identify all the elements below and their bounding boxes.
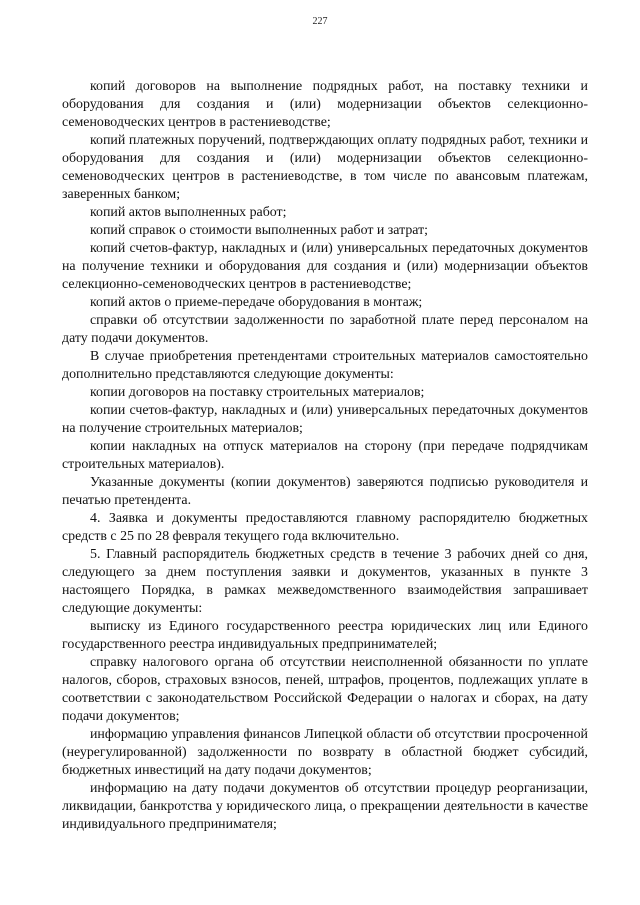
- paragraph-no-wage-arrears: справки об отсутствии задолженности по заработной плате перед персоналом на дату подачи документов.: [62, 313, 588, 346]
- paragraph-contracts: копий договоров на выполнение подрядных работ, на поставку техники и оборудования для создания и (или) модернизации объектов селекционно-семеноводческих центров в растениеводстве;: [62, 79, 588, 130]
- paragraph-work-acts: копий актов выполненных работ;: [90, 205, 287, 220]
- paragraph-supply-contracts: копии договоров на поставку строительных материалов;: [90, 385, 425, 400]
- paragraph-installation-acts: копий актов о приеме-передаче оборудования в монтаж;: [90, 295, 423, 310]
- paragraph-invoices-equipment: копий счетов-фактур, накладных и (или) универсальных передаточных документов на получение техники и оборудования для создания и (или) модернизации объектов селекционно-семеноводческих центров в растениеводстве;: [62, 241, 588, 292]
- paragraph-reorganization-info: информацию на дату подачи документов об отсутствии процедур реорганизации, ликвидации, банкротства у юридического лица, о прекращении деятельности в качестве индивидуального предпринимателя;: [62, 781, 588, 832]
- paragraph-finance-info: информацию управления финансов Липецкой области об отсутствии просроченной (неурегулированной) задолженности по возврату в областной бюджет субсидий, бюджетных инвестиций на дату подачи документов;: [62, 727, 588, 778]
- paragraph-payment-orders: копий платежных поручений, подтверждающих оплату подрядных работ, техники и оборудования для создания и (или) модернизации объектов селекционно-семеноводческих центров в растениеводстве, в том числе по авансовым платежам, заверенных банком;: [62, 133, 588, 202]
- page-number: 227: [312, 16, 328, 27]
- paragraph-certification: Указанные документы (копии документов) заверяются подписью руководителя и печатью претендента.: [62, 475, 588, 508]
- paragraph-cost-certificates: копий справок о стоимости выполненных работ и затрат;: [90, 223, 429, 238]
- paragraph-invoices-materials: копии счетов-фактур, накладных и (или) универсальных передаточных документов на получение строительных материалов;: [62, 403, 588, 436]
- paragraph-waybills: копии накладных на отпуск материалов на сторону (при передаче подрядчикам строительных материалов).: [62, 439, 588, 472]
- paragraph-building-materials-intro: В случае приобретения претендентами строительных материалов самостоятельно дополнительно представляются следующие документы:: [62, 349, 588, 382]
- document-body: [62, 78, 588, 834]
- paragraph-registry-extract: выписку из Единого государственного реестра юридических лиц или Единого государственного реестра индивидуальных предпринимателей;: [62, 619, 588, 652]
- paragraph-clause-5: 5. Главный распорядитель бюджетных средств в течение 3 рабочих дней со дня, следующего за днем поступления заявки и документов, указанных в пункте 3 настоящего Порядка, в рамках межведомственного взаимодействия запрашивает следующие документы:: [62, 547, 588, 616]
- paragraph-tax-certificate: справку налогового органа об отсутствии неисполненной обязанности по уплате налогов, сборов, страховых взносов, пеней, штрафов, процентов, подлежащих уплате в соответствии с законодательством Российской Федерации о налогах и сборах, на дату подачи документов;: [62, 655, 588, 724]
- paragraph-clause-4: 4. Заявка и документы предоставляются главному распорядителю бюджетных средств с 25 по 28 февраля текущего года включительно.: [62, 511, 588, 544]
